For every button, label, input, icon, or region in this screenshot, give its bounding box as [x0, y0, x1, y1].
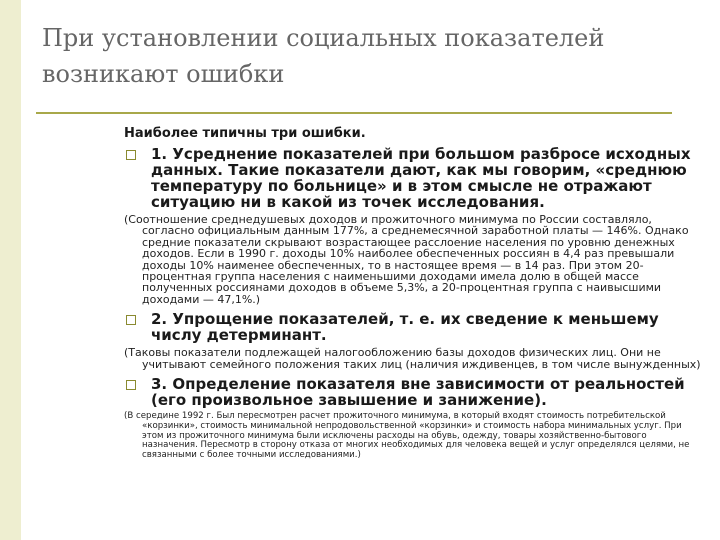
intro-text: Наиболее типичны три ошибки.: [124, 126, 366, 141]
error-item-heading: 2. Упрощение показателей, т. е. их сведение к меньшему числу детерминант.: [151, 310, 659, 345]
error-item-note: (Соотношение среднедушевых доходов и прожиточного минимума по России составляло, согласно официальным данным 177%, а среднемесячной заработной платы — 146%. Однако средние показатели скрывают возрастающее расслоение населения по уровню денежных доходов. Если в 1990 г. доходы 10% наиболее обеспеченных россиян в 4,4 раз превышали доходы 10% наименее обеспеченных, то в настоящее время — в 14 раз. При этом 20-процентная группа населения с наименьшими доходами имела долю в общей массе полученных россиянами доходов в объеме 5,3%, а 20-процентная группа с наивысшими доходами — 47,1%.): [124, 213, 689, 306]
error-item-2: [124, 311, 701, 343]
square-bullet-icon: [126, 150, 136, 160]
title-divider: [36, 112, 672, 114]
error-item-1: [124, 146, 701, 210]
square-bullet-icon: [126, 315, 136, 325]
error-item-note: (Таковы показатели подлежащей налогообложению базы доходов физических лиц. Они не учитывают семейного положения таких лиц (наличия иждивенцев, в том числе вынужденных): [124, 346, 701, 371]
slide-body: [124, 126, 704, 465]
square-bullet-icon: [126, 380, 136, 390]
error-item-heading: 3. Определение показателя вне зависимости от реальностей (его произвольное завышение и занижение).: [151, 375, 685, 410]
error-item-note: (В середине 1992 г. Был пересмотрен расчет прожиточного минимума, в который входят стоимость потребительской «корзинки», стоимость минимальной непродовольственной «корзинки» и стоимость набора минимальных услуг. При этом из прожиточного минимума были исключены расходы на обувь, одежду, товары хозяйственно-бытового назначения. Пересмотр в сторону отказа от многих необходимых для человека вещей и услуг определялся целями, не связанными с более точными исследованиями.): [124, 411, 690, 461]
error-item-3: [124, 376, 701, 408]
error-item-heading: 1. Усреднение показателей при большом разбросе исходных данных. Такие показатели дают, как мы говорим, «среднюю температуру по больнице» и в этом смысле не отражают ситуацию ни в какой из точек исследования.: [151, 145, 691, 211]
left-accent-bar: [0, 0, 21, 540]
slide-title: При установлении социальных показателей возникают ошибки: [42, 24, 605, 88]
